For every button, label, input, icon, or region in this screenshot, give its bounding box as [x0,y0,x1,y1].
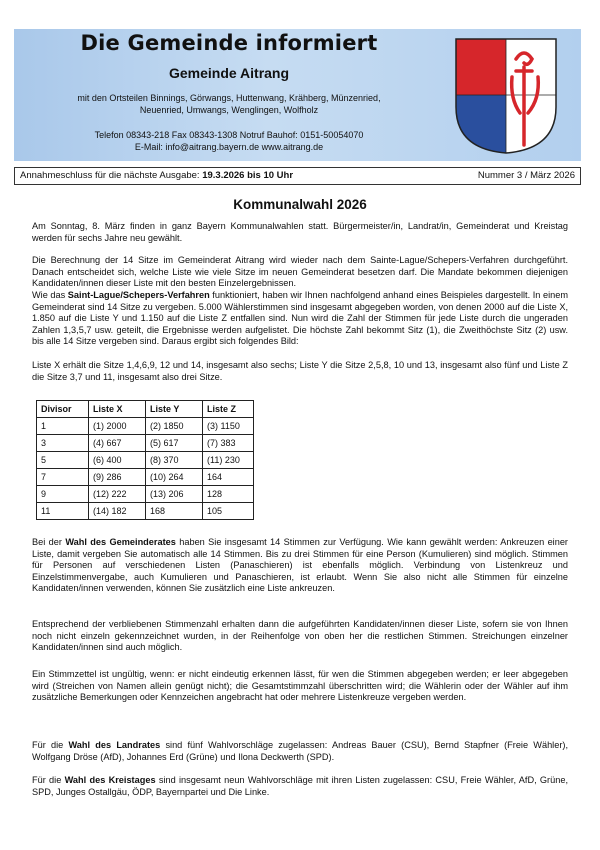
paragraph-district-administrator: Für die Wahl des Landrates sind fünf Wahlvorschläge zugelassen: Andreas Bauer (CSU), Bernd Stapfner (Freie Wähler), Wolfgang Dröse (AfD), Johannes Erd (Grüne) und Ilona Deckwerth (SPD). [32,740,569,762]
table-cell: (11) 230 [203,452,254,469]
table-cell: (13) 206 [146,486,203,503]
paragraph-remaining-votes: Entsprechend der verbliebenen Stimmenzahl erhalten dann die aufgeführten Kandidaten/innen dieser Liste, sofern sie von Ihnen noch nicht einzeln gekennzeichnet wurden, in der Reihenfolge von oben her die restlichen Stimmen. Streichungen einzelner Kandidaten/innen sind auch möglich. [32,619,568,653]
table-cell: 128 [203,486,254,503]
table-row [37,418,254,435]
masthead [14,29,581,161]
column-header-liste-x: Liste X [89,401,146,418]
table-row [37,435,254,452]
table-cell: (14) 182 [89,503,146,520]
column-header-divisor: Divisor [37,401,89,418]
table-cell: (4) 667 [89,435,146,452]
districts-line-1: mit den Ortsteilen Binnings, Görwangs, Huttenwang, Krähberg, Münzenried, [77,93,381,103]
table-cell: 11 [37,503,89,520]
districts-line-2: Neuenried, Umwangs, Wenglingen, Wolfholz [139,105,319,115]
table-cell: (7) 383 [203,435,254,452]
column-header-liste-y: Liste Y [146,401,203,418]
seat-allocation-table [36,400,254,520]
contact-line-1: Telefon 08343-218 Fax 08343-1308 Notruf Bauhof: 0151-50054070 [94,130,364,140]
table-cell: 105 [203,503,254,520]
deadline-label: Annahmeschluss für die nächste Ausgabe: [20,170,203,181]
table-cell: (3) 1150 [203,418,254,435]
paragraph-method: Wie das Saint-Lague/Schepers-Verfahren funktioniert, haben wir Ihnen nachfolgend anhand eines Beispieles dargestellt. In einem Gemeinderat sind 14 Sitze zu vergeben. 5.000 Wählerstimmen sind insgesamt abgegeben worden, von denen 2000 auf die Liste X, 1.850 auf die Liste Y und 1.150 auf die Liste Z entfallen sind. Nun wird die Zahl der Stimmen für jede Liste durch die ungeraden Zahlen 1,3,5,7 usw. geteilt, die Ergebnisse werden aufgelistet. Die höchste Zahl bekommt Sitz (1), die Zweithöchste Sitz (2) usw. bis alle 14 Sitze vergeben sind. Daraus ergibt sich folgendes Bild: [32,290,568,347]
table-cell: (10) 264 [146,469,203,486]
paragraph-district-council: Für die Wahl des Kreistages sind insgesamt neun Wahlvorschläge mit ihren Listen zugelassen: CSU, Freie Wähler, AfD, Grüne, SPD, Junges Ostallgäu, ÖDP, Bayernpartei und Die Linke. [32,775,568,797]
article-title: Kommunalwahl 2026 [233,197,367,212]
table-cell: 5 [37,452,89,469]
table-cell: 168 [146,503,203,520]
table-row [37,469,254,486]
contact-line-2: E-Mail: info@aitrang.bayern.de www.aitrang.de [134,142,324,152]
table-cell: (8) 370 [146,452,203,469]
table-cell: 7 [37,469,89,486]
table-cell: (12) 222 [89,486,146,503]
paragraph-invalid-ballot: Ein Stimmzettel ist ungültig, wenn: er nicht eindeutig erkennen lässt, für wen die Stimmen abgegeben werden; er leer abgegeben wird (Streichen von Namen allein genügt nicht); die Gesamtstimmzahl überschritten wird; die Wählerin oder der Wähler auf ihm zusätzliche Bemerkungen oder Kennzeichen angebracht hat oder mehrere Listenkreuze vergeben werden. [32,669,568,703]
table-cell: (6) 400 [89,452,146,469]
paragraph-intro: Am Sonntag, 8. März finden in ganz Bayern Kommunalwahlen statt. Bürgermeister/in, Landrat/in, Gemeinderat und Kreistag werden für sechs Jahre neu gewählt. [32,221,568,243]
table-header-row [37,401,254,418]
table-row [37,452,254,469]
newsletter-title: Die Gemeinde informiert [80,31,378,55]
issue-number: Nummer 3 / März 2026 [477,170,575,181]
issue-info-bar [14,167,581,185]
table-cell: (5) 617 [146,435,203,452]
table-cell: 164 [203,469,254,486]
table-row [37,503,254,520]
paragraph-seat-result: Liste X erhält die Sitze 1,4,6,9, 12 und 14, insgesamt also sechs; Liste Y die Sitze 2,5,8, 10 und 13, insgesamt also fünf und Liste Z die Sitze 3,7 und 11, insgesamt also drei Sitze. [32,360,568,382]
paragraph-municipal-council-vote: Bei der Wahl des Gemeinderates haben Sie insgesamt 14 Stimmen zur Verfügung. Wie kann gewählt werden: Ankreuzen einer Liste, damit vergeben Sie automatisch alle 14 Stimmen. Bis zu drei Stimmen für eine Person (Kumulieren) sind möglich. Stimmen für Personen auf verschiedenen Listen (Panaschieren) ist ebenfalls möglich. Verbindung von Listenkreuz und Einzelstimmenvergabe, auch Kumulieren und Panaschieren, ist erlaubt. Wenn Sie also nicht alle Stimmen für einzelne Kandidaten/innen verwenden, können Sie zusätzlich eine Liste ankreuzen. [32,537,568,594]
deadline-value: 19.3.2026 bis 10 Uhr [202,170,294,181]
table-row [37,486,254,503]
table-cell: 3 [37,435,89,452]
table-cell: (1) 2000 [89,418,146,435]
coat-of-arms-icon [454,37,558,155]
table-cell: 1 [37,418,89,435]
column-header-liste-z: Liste Z [203,401,254,418]
paragraph-calculation: Die Berechnung der 14 Sitze im Gemeinderat Aitrang wird wieder nach dem Sainte-Lague/Schepers-Verfahren durchgeführt. Danach entscheidet sich, welche Liste wie viele Sitze im neuen Gemeinderat besetzen darf. Die Mandate bekommen diejenigen Kandidaten/innen dieser Liste mit den besten Einzelergebnissen. [32,255,568,289]
table-cell: (9) 286 [89,469,146,486]
table-cell: (2) 1850 [146,418,203,435]
table-cell: 9 [37,486,89,503]
municipality-name: Gemeinde Aitrang [168,65,290,81]
